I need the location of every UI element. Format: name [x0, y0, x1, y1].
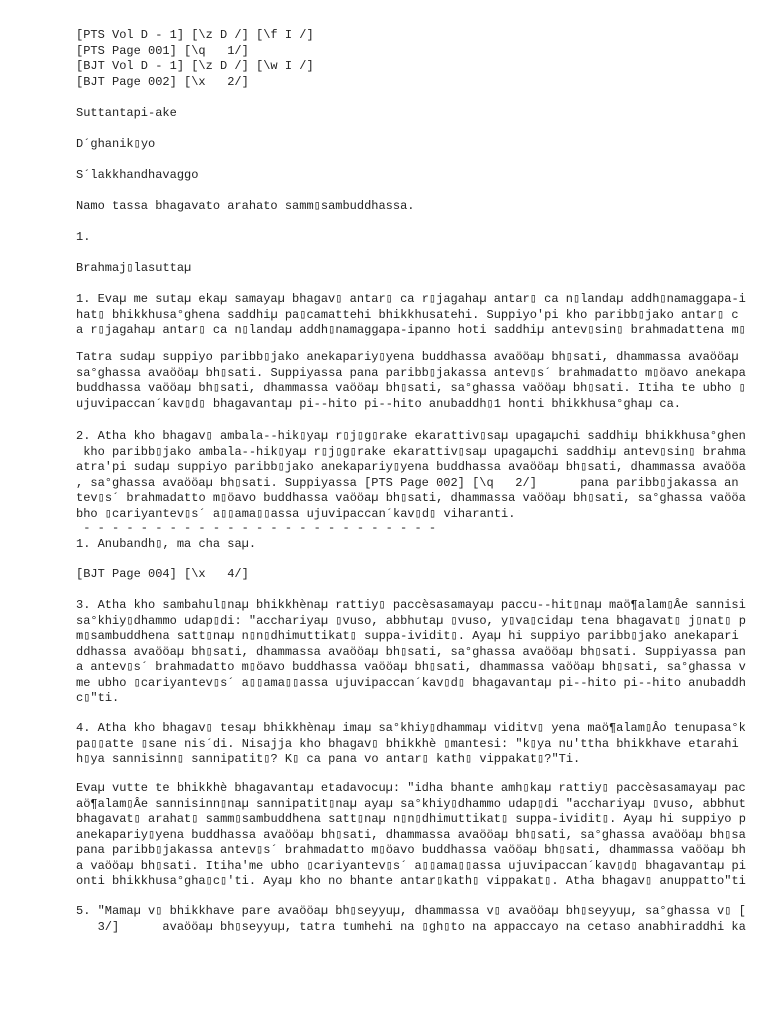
- text-line: bho ▯cariyantev▯s´ a▯▯ama▯▯assa ujuvipaccan´kav▯d▯ viharanti.: [76, 506, 516, 521]
- text-line: kho paribb▯jako ambala--hik▯yaµ r▯j▯g▯rake ekarattiv▯saµ upagaµchi saddhiµ antev▯sin▯ brahma: [76, 444, 746, 459]
- homage-line: Namo tassa bhagavato arahato samm▯sambuddhassa.: [76, 199, 415, 213]
- paragraph-5: [76, 721, 746, 768]
- text-line: Evaµ vutte te bhikkhè bhagavantaµ etadavocuµ: "idha bhante amh▯kaµ rattiy▯ paccèsasamayaµ pac: [76, 781, 746, 795]
- text-line: onti bhikkhusa°gha▯c▯'ti. Ayaµ kho no bhante antar▯kath▯ vippakat▯. Atha bhagav▯ anuppatto"ti: [76, 874, 746, 888]
- text-line: sa°ghassa avaööaµ bh▯sati. Suppiyassa pana paribb▯jakassa antev▯s´ brahmadatto m▯öavo anekapa: [76, 365, 746, 380]
- text-line: 3/] avaööaµ bh▯seyyuµ, tatra tumhehi na ▯gh▯to na appaccayo na cetaso anabhiraddhi ka: [76, 919, 746, 934]
- text-line: [BJT Page 002] [\x 2/]: [76, 74, 249, 89]
- text-line: [BJT Vol D - 1] [\z D /] [\w I /]: [76, 59, 314, 73]
- text-line: [PTS Vol D - 1] [\z D /] [\f I /]: [76, 28, 314, 42]
- page-reference-header: [76, 28, 314, 90]
- bjt-page-marker: [BJT Page 004] [\x 4/]: [76, 567, 249, 581]
- text-line: tev▯s´ brahmadatto m▯öavo buddhassa vaööaµ bh▯sati, dhammassa vaööaµ bh▯sati, sa°ghassa vaööa: [76, 491, 746, 505]
- text-line: [PTS Page 001] [\q 1/]: [76, 43, 249, 58]
- text-line: pa▯▯atte ▯sane nis´di. Nisajja kho bhagav▯ bhikkhè ▯mantesi: "k▯ya nu'ttha bhikkhave etarahi: [76, 736, 739, 751]
- paragraph-2: [76, 350, 746, 412]
- text-line: 2. Atha kho bhagav▯ ambala--hik▯yaµ r▯j▯g▯rake ekarattiv▯saµ upagaµchi saddhiµ bhikkhusa°ghen: [76, 429, 746, 443]
- text-line: hat▯ bhikkhusa°ghena saddhiµ pa▯camattehi bhikkhusatehi. Suppiyo'pi kho paribb▯jako antar▯ c: [76, 307, 739, 322]
- paragraph-4: [76, 598, 746, 707]
- text-line: sa°khiy▯dhammo udap▯di: "acchariyaµ ▯vuso, abbhutaµ ▯vuso, y▯va▯cidaµ tena bhagavat▯ j▯nat▯ p: [76, 613, 746, 628]
- sutta-number: 1.: [76, 230, 91, 244]
- text-line: ddhassa avaööaµ bh▯sati, dhammassa avaööaµ bh▯sati, sa°ghassa avaööaµ bh▯sati. Suppiyassa pan: [76, 644, 746, 659]
- vagga-heading: S´lakkhandhavaggo: [76, 168, 199, 182]
- text-line: 5. "Mamaµ v▯ bhikkhave pare avaööaµ bh▯seyyuµ, dhammassa v▯ avaööaµ bh▯seyyuµ, sa°ghassa v▯ [: [76, 904, 746, 918]
- pitaka-heading: Suttantapi-ake: [76, 106, 177, 120]
- footnote: 1. Anubandh▯, ma cha saµ.: [76, 537, 257, 551]
- text-line: anekapariy▯yena buddhassa avaööaµ bh▯sati, dhammassa avaööaµ bh▯sati, sa°ghassa avaööaµ bh▯sa: [76, 827, 746, 842]
- text-line: a r▯jagahaµ antar▯ ca n▯landaµ addh▯namaggapa-ipanno hoti saddhiµ antev▯sin▯ brahmadattena m▯: [76, 323, 746, 337]
- text-line: me ubho ▯cariyantev▯s´ a▯▯ama▯▯assa ujuvipaccan´kav▯d▯ bhagavantaµ pi--hito pi--hito anubaddh: [76, 675, 746, 690]
- text-line: m▯sambuddhena satt▯naµ n▯n▯dhimuttikat▯ suppa-ividit▯. Ayaµ hi suppiyo paribb▯jako anekapari: [76, 629, 739, 643]
- text-line: buddhassa vaööaµ bh▯sati, dhammassa vaööaµ bh▯sati, sa°ghassa vaööaµ bh▯sati. Itiha te ubho ▯: [76, 381, 746, 395]
- text-line: a antev▯s´ brahmadatto m▯öavo buddhassa vaööaµ bh▯sati, dhammassa vaööaµ bh▯sati, sa°ghassa v: [76, 660, 746, 674]
- text-line: 4. Atha kho bhagav▯ tesaµ bhikkhènaµ imaµ sa°khiy▯dhammaµ viditv▯ yena maö¶alam▯Âo tenupasa°k: [76, 721, 746, 735]
- text-line: 3. Atha kho sambahul▯naµ bhikkhènaµ rattiy▯ paccèsasamayaµ paccu--hit▯naµ maö¶alam▯Âe sannisi: [76, 598, 746, 612]
- text-line: c▯"ti.: [76, 691, 120, 705]
- paragraph-6: [76, 781, 746, 890]
- paragraph-7: [76, 904, 746, 935]
- text-line: , sa°ghassa avaööaµ bh▯sati. Suppiyassa [PTS Page 002] [\q 2/] pana paribb▯jakassa an: [76, 475, 739, 490]
- sutta-title: Brahmaj▯lasuttaµ: [76, 261, 192, 275]
- nikaya-heading: D´ghanik▯yo: [76, 137, 156, 151]
- text-line: pana paribb▯jakassa antev▯s´ brahmadatto m▯öavo buddhassa vaööaµ bh▯sati, dhammassa vaööaµ bh: [76, 843, 746, 857]
- text-line: atra'pi sudaµ suppiyo paribb▯jako anekapariy▯yena buddhassa avaööaµ bh▯sati, dhammassa avaööa: [76, 460, 746, 474]
- footnote-separator: - - - - - - - - - - - - - - - - - - - - - - - - -: [76, 521, 437, 535]
- text-line: bhagavat▯ arahat▯ samm▯sambuddhena satt▯naµ n▯n▯dhimuttikat▯ suppa-ividit▯. Ayaµ hi suppiyo p: [76, 812, 746, 826]
- paragraph-1: [76, 292, 746, 339]
- text-line: h▯ya sannisinn▯ sannipatit▯? K▯ ca pana vo antar▯ kath▯ vippakat▯?"Ti.: [76, 752, 581, 766]
- text-line: ujuvipaccan´kav▯d▯ bhagavantaµ pi--hito pi--hito anubaddh▯1 honti bhikkhusa°ghaµ ca.: [76, 396, 681, 411]
- text-line: aö¶alam▯Âe sannisinn▯naµ sannipatit▯naµ ayaµ sa°khiy▯dhammo udap▯di "acchariyaµ ▯vuso, abbhut: [76, 796, 746, 811]
- text-line: Tatra sudaµ suppiyo paribb▯jako anekapariy▯yena buddhassa avaööaµ bh▯sati, dhammassa avaööaµ: [76, 350, 739, 364]
- paragraph-3: [76, 429, 746, 522]
- text-line: a vaööaµ bh▯sati. Itiha'me ubho ▯cariyantev▯s´ a▯▯ama▯▯assa ujuvipaccan´kav▯d▯ bhagavantaµ pi: [76, 858, 746, 873]
- text-line: 1. Evaµ me sutaµ ekaµ samayaµ bhagav▯ antar▯ ca r▯jagahaµ antar▯ ca n▯landaµ addh▯namaggapa-i: [76, 292, 746, 306]
